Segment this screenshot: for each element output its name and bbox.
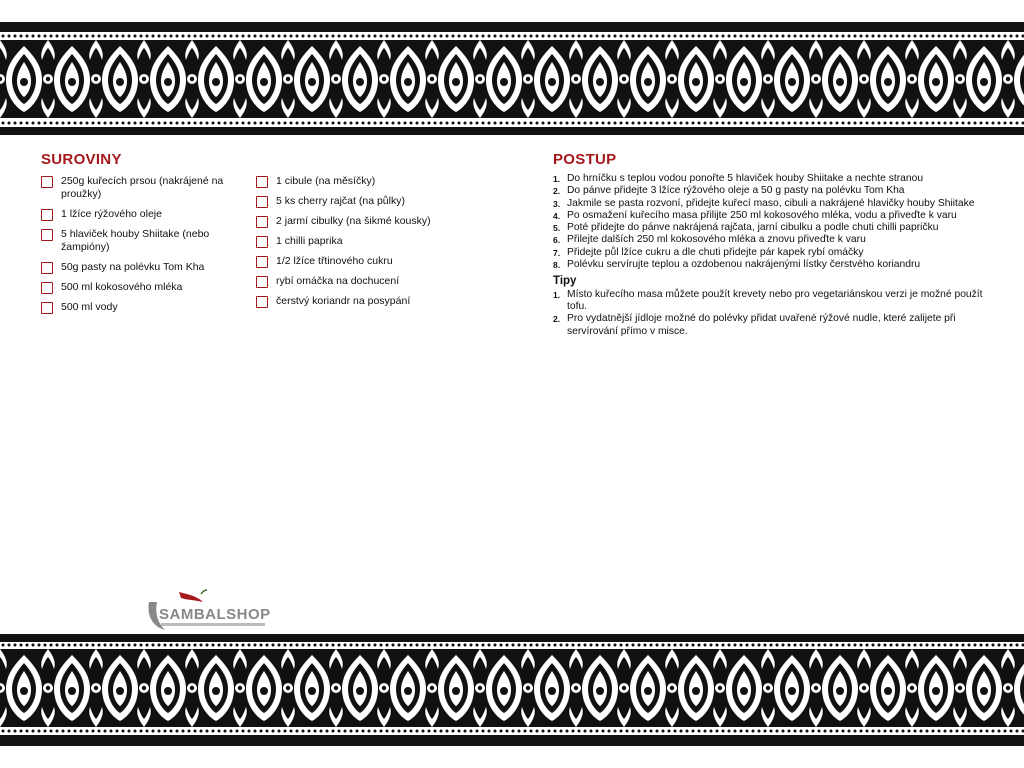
- ingredient-item[interactable]: [256, 275, 476, 288]
- tips-heading: Tipy: [553, 275, 577, 288]
- step-number: 3.: [553, 198, 561, 209]
- step-text: Do pánve přidejte 3 lžíce rýžového oleje a 50 g pasty na polévku Tom Kha: [567, 185, 905, 197]
- checkbox[interactable]: [256, 196, 268, 208]
- bottom-pattern-band: [0, 649, 1024, 727]
- steps-heading: POSTUP: [553, 151, 617, 168]
- ingredient-item[interactable]: [256, 175, 476, 188]
- ingredients-list-right: [256, 175, 476, 315]
- step-number: 8.: [553, 260, 561, 271]
- sambalshop-logo: [143, 588, 273, 636]
- step-text: Jakmile se pasta rozvoní, přidejte kuřecí maso, cibuli a nakrájené hlavičky houby Shiitake: [567, 197, 975, 209]
- step-number: 4.: [553, 210, 561, 221]
- step-text: Polévku servírujte teplou a ozdobenou nakrájenými lístky čerstvého koriandru: [567, 259, 921, 271]
- ingredient-label: 50g pasty na polévku Tom Kha: [61, 261, 205, 273]
- ornament-pattern-bottom: [0, 649, 1024, 727]
- checkbox[interactable]: [41, 262, 53, 274]
- top-dots-upper: [0, 33, 1024, 39]
- checkbox[interactable]: [41, 229, 53, 241]
- steps-list: [553, 173, 983, 338]
- step-item: [553, 210, 983, 222]
- ingredient-label: rybí omáčka na dochucení: [276, 275, 400, 287]
- tip-number: 2.: [553, 314, 561, 325]
- step-item: [553, 234, 983, 246]
- tip-item: [553, 313, 983, 338]
- ingredient-label: 1 chilli paprika: [276, 235, 343, 247]
- checkbox[interactable]: [256, 256, 268, 268]
- ingredient-label: 1 cibule (na měsíčky): [276, 175, 376, 187]
- step-text: Přilejte dalších 250 ml kokosového mléka a znovu přiveďte k varu: [567, 234, 866, 246]
- top-border-bar: [0, 22, 1024, 32]
- ingredient-item[interactable]: [256, 195, 476, 208]
- step-item: [553, 259, 983, 271]
- step-item: [553, 173, 983, 185]
- ingredient-item[interactable]: [41, 281, 241, 294]
- top-dots-lower: [0, 120, 1024, 126]
- ingredient-label: 1 lžíce rýžového oleje: [61, 208, 162, 220]
- ingredient-item[interactable]: [41, 175, 241, 201]
- ingredient-item[interactable]: [256, 295, 476, 308]
- tip-text: Pro vydatnější jídloje možné do polévky přidat uvařené rýžové nudle, které zalijete při servírování přímo v misce.: [567, 313, 956, 337]
- tip-item: [553, 289, 983, 314]
- checkbox[interactable]: [256, 216, 268, 228]
- logo-text: SAMBALSHOP: [159, 606, 271, 623]
- step-item: [553, 222, 983, 234]
- ingredient-label: 250g kuřecích prsou (nakrájené na proužky): [61, 175, 224, 200]
- checkbox[interactable]: [41, 209, 53, 221]
- ingredient-label: 5 ks cherry rajčat (na půlky): [276, 195, 405, 207]
- checkbox[interactable]: [41, 176, 53, 188]
- step-text: Poté přidejte do pánve nakrájená rajčata, jarní cibulku a podle chuti chilli papričku: [567, 222, 939, 234]
- checkbox[interactable]: [256, 276, 268, 288]
- checkbox[interactable]: [41, 302, 53, 314]
- ingredient-item[interactable]: [41, 208, 241, 221]
- ingredient-item[interactable]: [41, 261, 241, 274]
- step-item: [553, 198, 983, 210]
- bottom-border-bar: [0, 735, 1024, 746]
- step-number: 2.: [553, 186, 561, 197]
- step-number: 6.: [553, 235, 561, 246]
- step-item: [553, 247, 983, 259]
- ingredients-list-left: [41, 175, 241, 321]
- step-item: [553, 185, 983, 197]
- chili-icon: [179, 592, 203, 602]
- step-number: 5.: [553, 223, 561, 234]
- checkbox[interactable]: [256, 236, 268, 248]
- ingredient-item[interactable]: [256, 235, 476, 248]
- ingredient-item[interactable]: [41, 301, 241, 314]
- ingredient-item[interactable]: [256, 215, 476, 228]
- bottom-dots-upper: [0, 642, 1024, 648]
- ingredient-label: 2 jarmí cibulky (na šikmé kousky): [276, 215, 431, 227]
- ingredient-label: 500 ml vody: [61, 301, 118, 313]
- step-text: Po osmažení kuřecího masa přilijte 250 ml kokosového mléka, vodu a přiveďte k varu: [567, 209, 957, 221]
- top-pattern-band: [0, 40, 1024, 118]
- checkbox[interactable]: [256, 176, 268, 188]
- ingredient-label: 500 ml kokosového mléka: [61, 281, 183, 293]
- tip-text: Místo kuřecího masa můžete použít krevety nebo pro vegetariánskou verzi je možné použít tofu.: [567, 288, 983, 312]
- step-number: 7.: [553, 247, 561, 258]
- checkbox[interactable]: [256, 296, 268, 308]
- tip-number: 1.: [553, 289, 561, 300]
- step-text: Do hrníčku s teplou vodou ponořte 5 hlaviček houby Shiitake a nechte stranou: [567, 173, 924, 184]
- ingredient-item[interactable]: [41, 228, 241, 254]
- ingredient-label: 1/2 lžíce třtinového cukru: [276, 255, 393, 267]
- bottom-dots-lower: [0, 728, 1024, 734]
- step-text: Přidejte půl lžíce cukru a dle chuti přidejte pár kapek rybí omáčky: [567, 246, 864, 258]
- ingredient-item[interactable]: [256, 255, 476, 268]
- ingredient-label: čerstvý koriandr na posypání: [276, 295, 411, 307]
- top-border-bar-lower: [0, 127, 1024, 135]
- step-number: 1.: [553, 174, 561, 184]
- ornament-pattern-top: [0, 40, 1024, 118]
- ingredients-heading: SUROVINY: [41, 151, 122, 168]
- ingredient-label: 5 hlaviček houby Shiitake (nebo žampióny): [61, 228, 210, 253]
- bottom-border-bar-upper: [0, 634, 1024, 642]
- checkbox[interactable]: [41, 282, 53, 294]
